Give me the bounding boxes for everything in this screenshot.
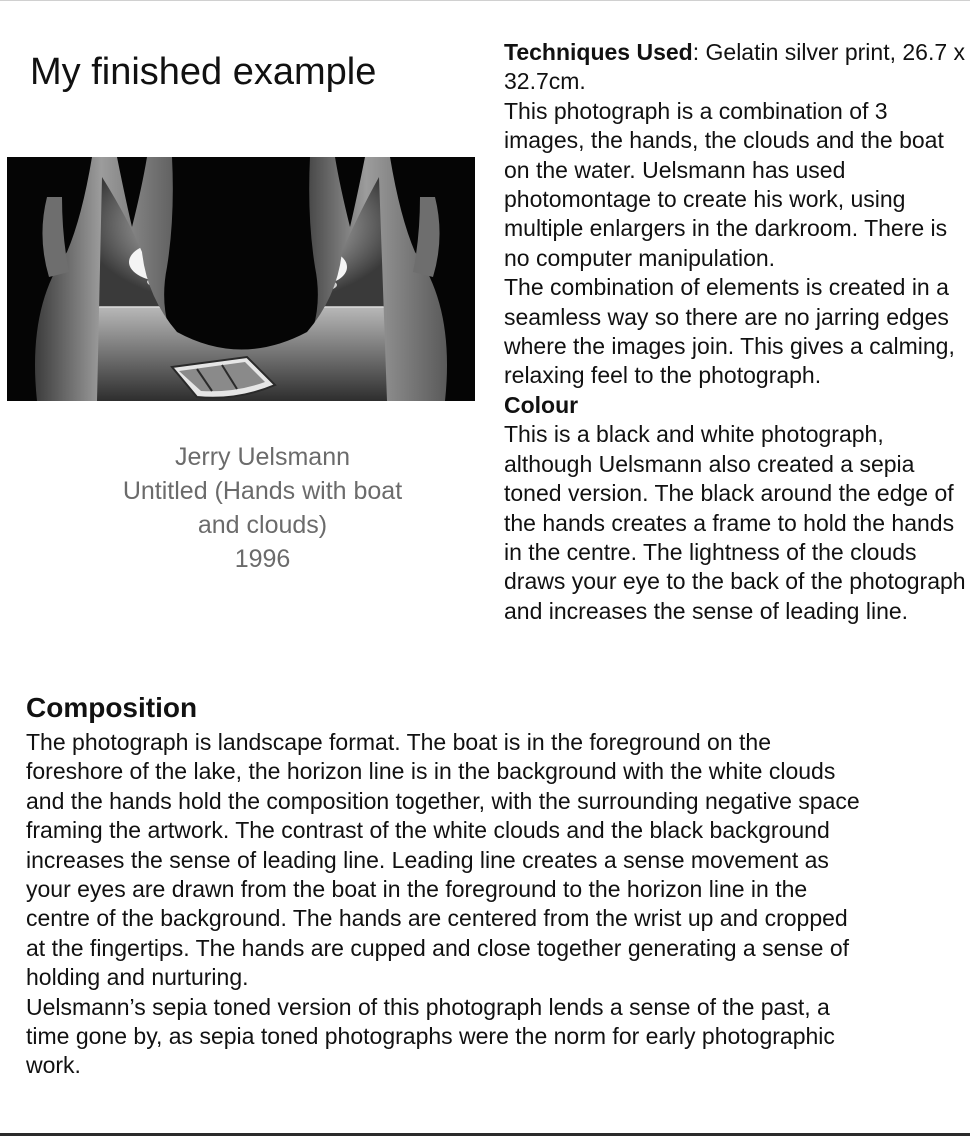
techniques-paragraph-2: The combination of elements is created in a seamless way so there are no jarring edges where the images join. This gives a calming, relaxing feel to the photograph. [504,274,955,389]
artwork-title-line1: Untitled (Hands with boat [122,477,403,505]
composition-heading: Composition [26,692,198,723]
artist-name: Jerry Uelsmann [174,443,351,471]
page-title: My finished example [30,51,377,93]
artwork-caption [90,440,435,576]
artwork-year: 1996 [234,545,291,573]
artwork-photo [7,157,475,401]
top-divider [0,0,970,1]
composition-paragraph-1: The photograph is landscape format. The boat is in the foreground on the foreshore of the lake, the horizon line is in the background with the white clouds and the hands hold the composition together, with the surrounding negative space framing the artwork. The contrast of the white clouds and the black background increases the sense of leading line. Leading line creates a sense movement as your eyes are drawn from the boat in the foreground to the horizon line in the centre of the background. The hands are centered from the wrist up and cropped at the fingertips. The hands are cupped and close together generating a sense of holding and nurturing. [26,729,860,991]
techniques-medium: : Gelatin silver print, 26.7 x 32.7cm. [504,39,966,95]
techniques-intro [504,38,970,97]
analysis-column [504,38,970,626]
composition-paragraph-2: Uelsmann’s sepia toned version of this photograph lends a sense of the past, a time gone by, as sepia toned photographs were the norm for early photographic work. [26,993,835,1079]
colour-heading: Colour [504,391,579,418]
artwork-title-line2: and clouds) [197,511,328,539]
techniques-heading: Techniques Used [504,39,693,65]
colour-heading-line [504,391,970,420]
techniques-paragraph-1: This photograph is a combination of 3 images, the hands, the clouds and the boat on the water. Uelsmann has used photomontage to create his work, using multiple enlargers in the darkroom. There is no computer manipulation. [504,97,948,271]
composition-section [26,690,866,1081]
colour-paragraph: This is a black and white photograph, although Uelsmann also created a sepia toned version. The black around the edge of the hands creates a frame to hold the hands in the centre. The lightness of the clouds draws your eye to the back of the photograph and increases the sense of leading line. [504,421,966,624]
